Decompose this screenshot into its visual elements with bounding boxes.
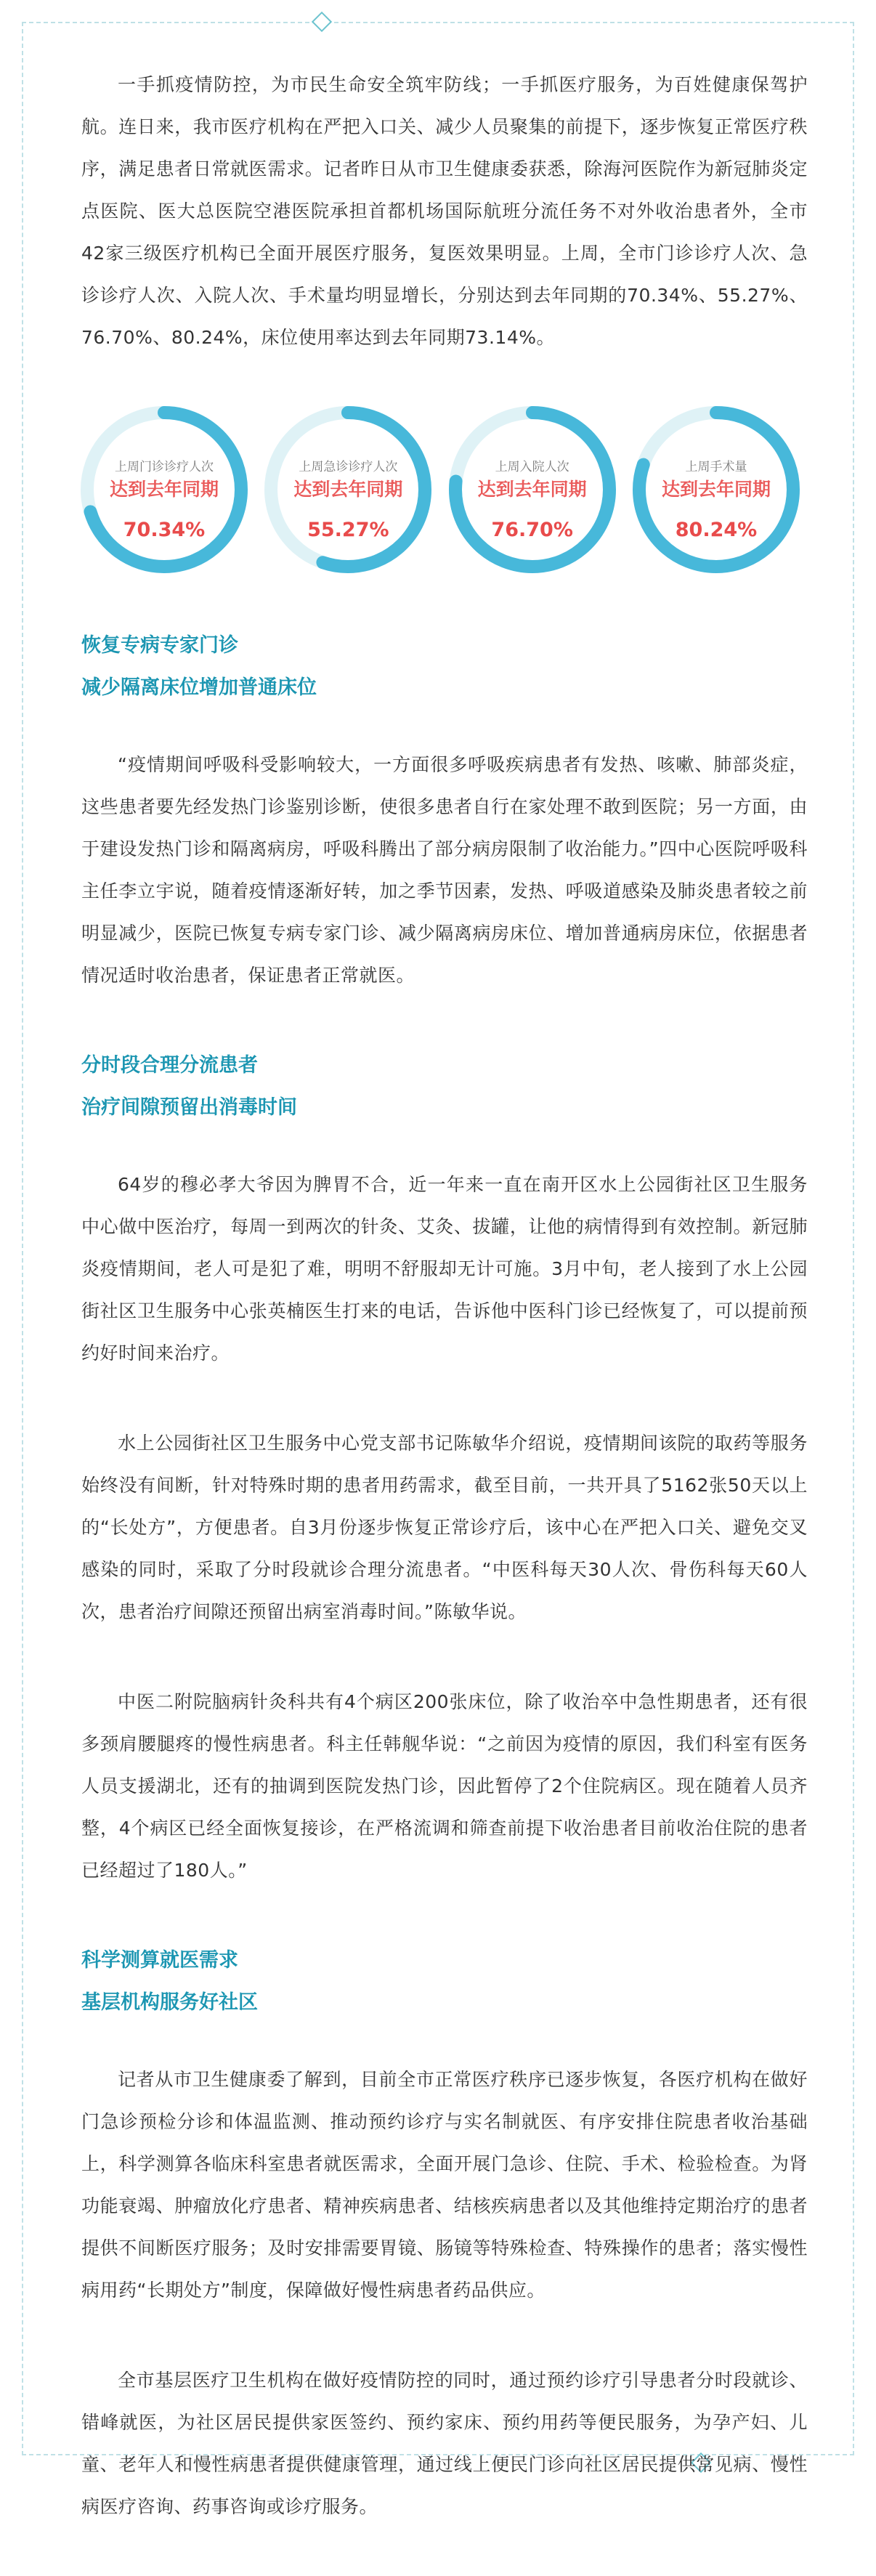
paragraph-respiratory: “疫情期间呼吸科受影响较大，一方面很多呼吸疾病患者有发热、咳嗽、肺部炎症，这些患者要先经发热门诊鉴别诊断，使很多患者自行在家处理不敢到医院；另一方面，由于建设发热门诊和隔离病房，呼吸科腾出了部分病房限制了收治能力。”四中心医院呼吸科主任李立宇说，随着疫情逐渐好转，加之季节因素，发热、呼吸道感染及肺炎患者较之前明显减少，医院已恢复专病专家门诊、减少隔离病房床位、增加普通病房床位，依据患者情况适时收治患者，保证患者正常就医。 — [81, 754, 808, 986]
heading-line: 减少隔离床位增加普通床位 — [81, 676, 317, 699]
gauge-admission — [445, 402, 620, 577]
heading-line: 分时段合理分流患者 — [81, 1054, 258, 1077]
paragraph-community-center: 水上公园街社区卫生服务中心党支部书记陈敏华介绍说，疫情期间该院的取药等服务始终没有间断，针对特殊时期的患者用药需求，截至目前，一共开具了5162张50天以上的“长处方”，方便患者。自3月份逐步恢复正常诊疗后，该中心在严把入口关、避免交叉感染的同时，采取了分时段就诊合理分流患者。“中医科每天30人次、骨伤科每天60人次，患者治疗间隙还预留出病室消毒时间。”陈敏华说。 — [81, 1433, 808, 1622]
gauge-value: 70.34% — [123, 519, 206, 541]
paragraph-grassroots: 全市基层医疗卫生机构在做好疫情防控的同时，通过预约诊疗引导患者分时段就诊、错峰就医，为社区居民提供家医签约、预约家床、预约用药等便民服务，为孕产妇、儿童、老年人和慢性病患者提供健康管理，通过线上便民门诊向社区居民提供常见病、慢性病医疗咨询、药事咨询或诊疗服务。 — [81, 2370, 808, 2517]
gauge-label: 上周门诊诊疗人次 — [115, 460, 214, 474]
gauge-row — [77, 402, 803, 591]
gauge-emergency — [261, 402, 435, 577]
gauge-sub: 达到去年同期 — [661, 479, 771, 500]
heading-line: 基层机构服务好社区 — [81, 1991, 258, 2014]
heading-line: 科学测算就医需求 — [81, 1949, 238, 1972]
heading-line: 治疗间隙预留出消毒时间 — [81, 1096, 297, 1119]
gauge-sub: 达到去年同期 — [293, 479, 403, 500]
paragraph-tcm-hospital: 中医二附院脑病针灸科共有4个病区200张床位，除了收治卒中急性期患者，还有很多颈肩腰腿疼的慢性病患者。科主任韩舰华说：“之前因为疫情的原因，我们科室有医务人员支援湖北，还有的抽调到医院发热门诊，因此暂停了2个住院病区。现在随着人员齐整，4个病区已经全面恢复接诊，在严格流调和筛查前提下收治患者目前收治住院的患者已经超过了180人。” — [81, 1691, 808, 1881]
paragraph-patient-story: 64岁的穆必孝大爷因为脾胃不合，近一年来一直在南开区水上公园街社区卫生服务中心做中医治疗，每周一到两次的针灸、艾灸、拔罐，让他的病情得到有效控制。新冠肺炎疫情期间，老人可是犯了难，明明不舒服却无计可施。3月中旬，老人接到了水上公园街社区卫生服务中心张英楠医生打来的电话，告诉他中医科门诊已经恢复了，可以提前预约好时间来治疗。 — [81, 1174, 808, 1364]
gauge-value: 80.24% — [675, 519, 758, 541]
gauge-sub: 达到去年同期 — [109, 479, 219, 500]
paragraph-intro: 一手抓疫情防控，为市民生命安全筑牢防线；一手抓医疗服务，为百姓健康保驾护航。连日来，我市医疗机构在严把入口关、减少人员聚集的前提下，逐步恢复正常医疗秩序，满足患者日常就医需求。记者昨日从市卫生健康委获悉，除海河医院作为新冠肺炎定点医院、医大总医院空港医院承担首都机场国际航班分流任务不对外收治患者外，全市42家三级医疗机构已全面开展医疗服务，复医效果明显。上周，全市门诊诊疗人次、急诊诊疗人次、入院人次、手术量均明显增长，分别达到去年同期的70.34%、55.27%、76.70%、80.24%，床位使用率达到去年同期73.14%。 — [81, 74, 808, 348]
heading-line: 恢复专病专家门诊 — [81, 634, 238, 657]
gauge-outpatient — [77, 402, 251, 577]
gauge-label: 上周急诊诊疗人次 — [299, 460, 398, 474]
gauge-surgery — [629, 402, 803, 577]
section-heading-3 — [81, 1940, 808, 2024]
section-heading-2 — [81, 1045, 808, 1129]
paragraph-citywide: 记者从市卫生健康委了解到，目前全市正常医疗秩序已逐步恢复，各医疗机构在做好门急诊预检分诊和体温监测、推动预约诊疗与实名制就医、有序安排住院患者收治基础上，科学测算各临床科室患者就医需求，全面开展门急诊、住院、手术、检验检查。为肾功能衰竭、肿瘤放化疗患者、精神疾病患者、结核疾病患者以及其他维持定期治疗的患者提供不间断医疗服务；及时安排需要胃镜、肠镜等特殊检查、特殊操作的患者；落实慢性病用药“长期处方”制度，保障做好慢性病患者药品供应。 — [81, 2069, 808, 2301]
section-heading-1 — [81, 625, 808, 709]
article — [81, 64, 808, 2576]
gauge-label: 上周手术量 — [685, 460, 747, 474]
gauge-sub: 达到去年同期 — [477, 479, 587, 500]
gauge-label: 上周入院人次 — [495, 460, 569, 474]
gauge-value: 76.70% — [491, 519, 573, 541]
gauge-value: 55.27% — [307, 519, 389, 541]
